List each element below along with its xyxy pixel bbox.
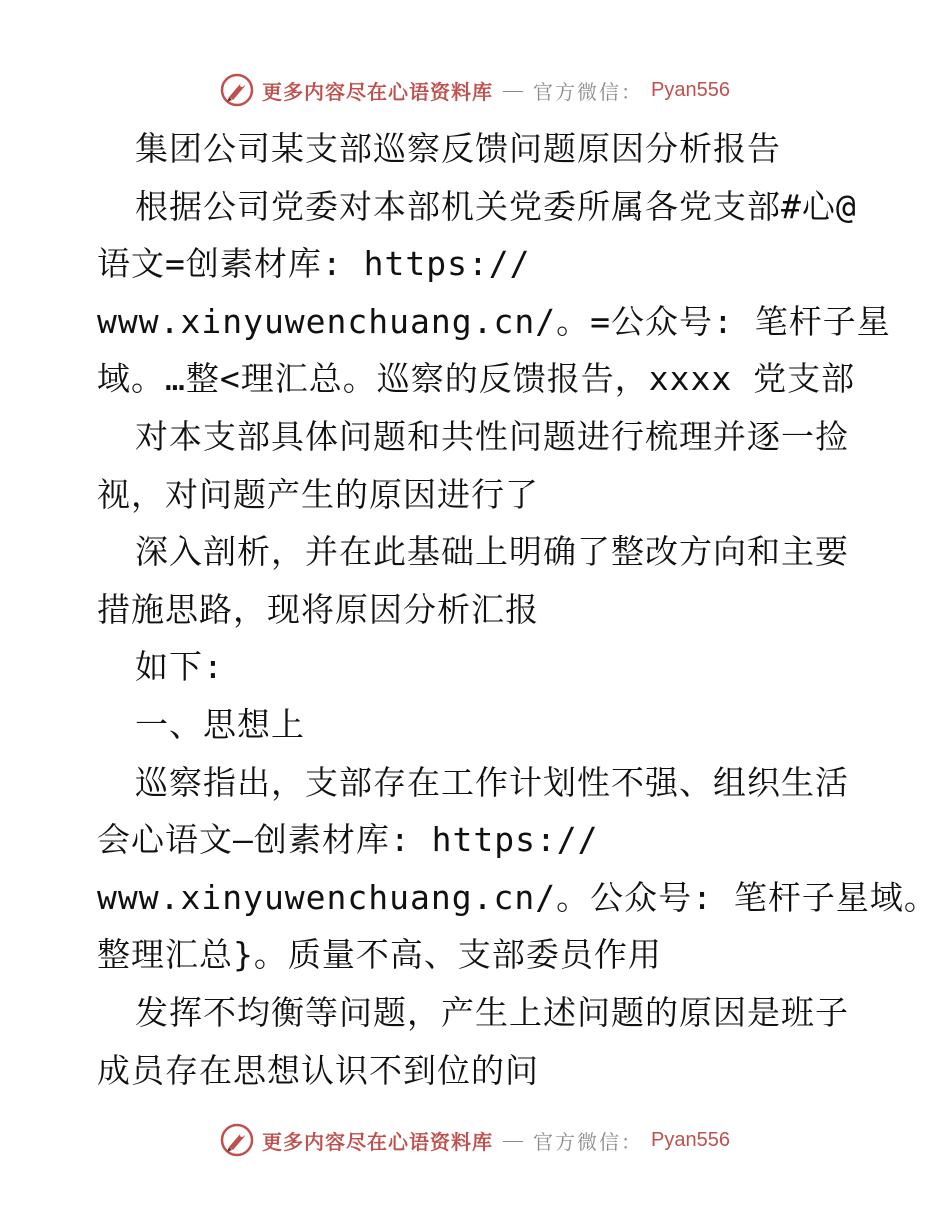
footer-official-label: 官方微信： (533, 1131, 644, 1154)
text-line: 会心语文—创素材库: https:// (97, 820, 599, 860)
footer-dash: — (503, 1128, 524, 1151)
text-line: 域。…整<理汇总。巡察的反馈报告，xxxx 党支部 (97, 359, 856, 399)
text-line: www.xinyuwenchuang.cn/。=公众号: 笔杆子星 (97, 301, 891, 341)
document-body (97, 120, 938, 1099)
header-dash: — (503, 78, 524, 101)
text-line: 深入剖析，并在此基础上明确了整改方向和主要 (135, 532, 849, 572)
header-official-label: 官方微信： (533, 81, 644, 104)
footer-brand-line (0, 1120, 950, 1160)
text-line: www.xinyuwenchuang.cn/。公众号: 笔杆子星域。 (97, 877, 938, 917)
header-brand-text: 更多内容尽在心语资料库 (262, 81, 494, 104)
text-line: 措施思路，现将原因分析汇报 (97, 589, 539, 629)
text-line: 对本支部具体问题和共性问题进行梳理并逐一捡 (135, 416, 849, 456)
text-line: 根据公司党委对本部机关党委所属各党支部#心@ (135, 186, 857, 226)
text-line: 整理汇总}。质量不高、支部委员作用 (97, 935, 662, 975)
footer-wechat-id: Pyan556 (651, 1128, 730, 1151)
pen-nib-circle-icon (220, 73, 254, 107)
footer-brand-text: 更多内容尽在心语资料库 (262, 1131, 494, 1154)
text-line: 视，对问题产生的原因进行了 (97, 474, 539, 514)
text-line: 巡察指出，支部存在工作计划性不强、组织生活 (135, 762, 849, 802)
text-line: 发挥不均衡等问题，产生上述问题的原因是班子 (135, 992, 849, 1032)
header-wechat-id: Pyan556 (651, 78, 730, 101)
text-line: 如下: (135, 647, 224, 687)
text-line: 语文=创素材库: https:// (97, 244, 531, 284)
document-title: 集团公司某支部巡察反馈问题原因分析报告 (135, 129, 781, 168)
header-brand-line (0, 70, 950, 110)
pen-nib-circle-icon (220, 1123, 254, 1157)
section-heading: 一、思想上 (135, 704, 305, 744)
text-line: 成员存在思想认识不到位的问 (97, 1050, 539, 1090)
